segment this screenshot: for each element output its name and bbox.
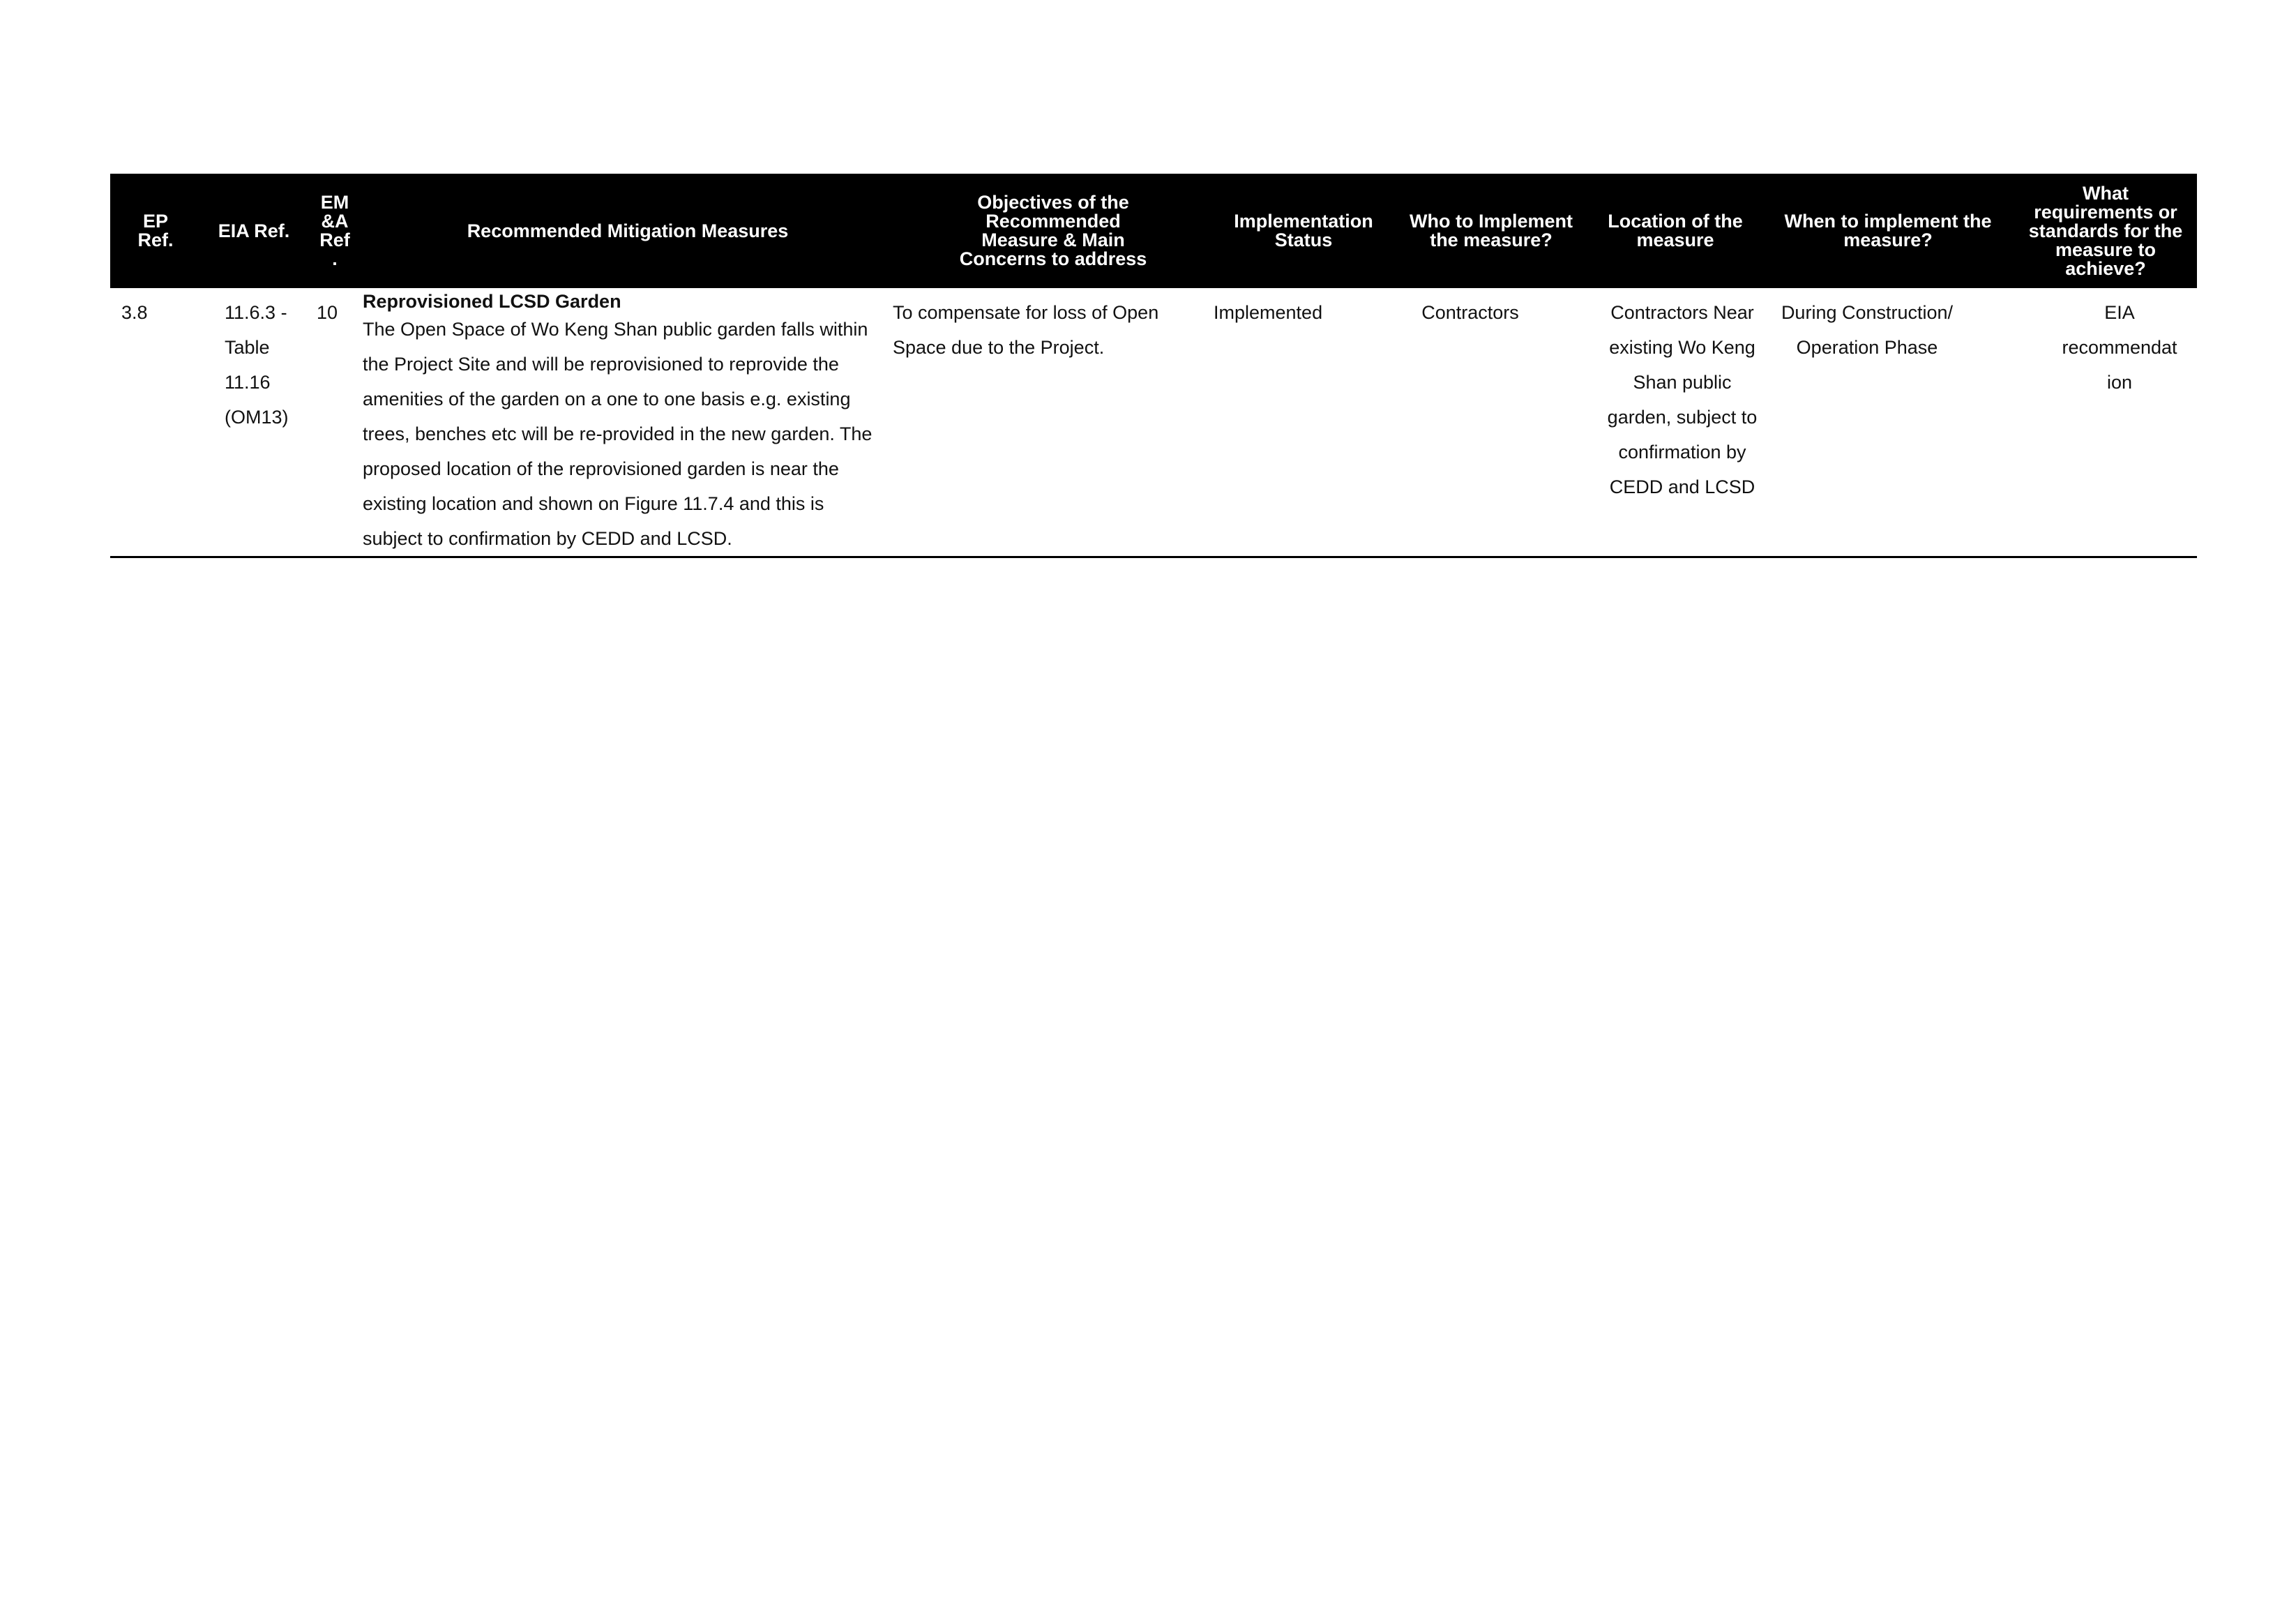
header-recommended-measures: Recommended Mitigation Measures <box>467 220 789 241</box>
table-header-row <box>110 174 2197 288</box>
cell-objectives: To compensate for loss of Open Space due to the Project. <box>893 302 1159 358</box>
header-objectives: Objectives of the Recommended Measure & Main Concerns to address <box>959 192 1147 269</box>
cell-implementation-status: Implemented <box>1214 302 1323 323</box>
header-when-to-implement: When to implement the measure? <box>1784 211 1992 250</box>
cell-when-to-implement: During Construction/ Operation Phase <box>1781 302 1954 358</box>
header-ema-ref: EM &A Ref . <box>319 192 350 269</box>
measure-description: The Open Space of Wo Keng Shan public garden falls within the Project Site and will be reprovisioned to reprovide the amenities of the garden on a one to one basis e.g. existing trees, benches etc will be re-provided in the new garden. The proposed location of the reprovisioned garden is near the existing location and shown on Figure 11.7.4 and this is subject to confirmation by CEDD and LCSD. <box>363 319 873 549</box>
table-row <box>110 288 2197 558</box>
cell-who-to-implement: Contractors <box>1421 302 1519 323</box>
cell-recommended-measures <box>363 291 893 556</box>
header-eia-ref: EIA Ref. <box>218 220 290 241</box>
header-ep-ref: EP Ref. <box>137 211 174 250</box>
header-implementation-status: Implementation Status <box>1234 211 1373 250</box>
header-who-to-implement: Who to Implement the measure? <box>1410 211 1573 250</box>
cell-eia-ref: 11.6.3 - Table 11.16 (OM13) <box>225 302 289 428</box>
header-location: Location of the measure <box>1608 211 1743 250</box>
mitigation-measures-table <box>110 174 2197 558</box>
cell-requirements: EIA recommendat ion <box>2062 302 2177 393</box>
measure-title: Reprovisioned LCSD Garden <box>363 291 621 312</box>
header-requirements: What requirements or standards for the measure to achieve? <box>2028 182 2183 279</box>
cell-ema-ref: 10 <box>317 302 338 323</box>
cell-ep-ref: 3.8 <box>121 302 148 323</box>
cell-location: Contractors Near existing Wo Keng Shan public garden, subject to confirmation by CEDD and LCSD <box>1607 302 1758 497</box>
